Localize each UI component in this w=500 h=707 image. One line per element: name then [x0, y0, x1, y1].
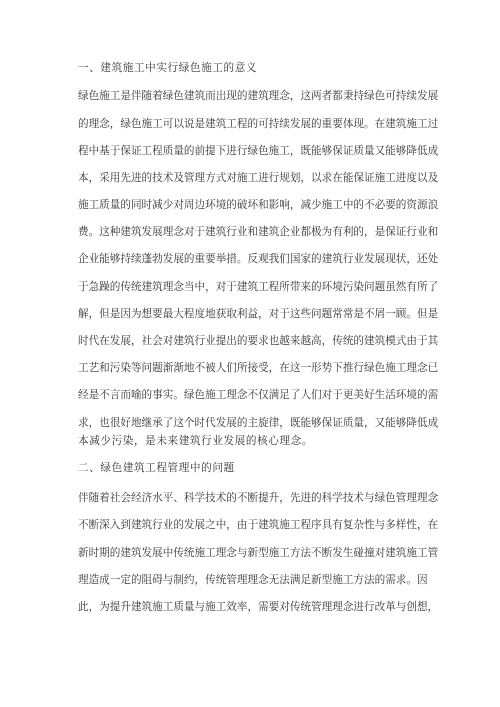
paragraph-line: 施工质量的同时减少对周边环境的破坏和影响，减少施工中的不必要的资源浪	[78, 199, 439, 211]
paragraph-line: 绿色施工是伴随着绿色建筑而出现的建筑理念，这两者都秉持绿色可持续发展	[78, 90, 439, 102]
paragraph-line: 此，为提升建筑施工质量与施工效率，需要对传统管理理念进行改革与创想，	[78, 601, 439, 613]
paragraph-line: 新时期的建筑发展中传统施工理念与新型施工方法不断发生碰撞对建筑施工管	[78, 547, 439, 559]
paragraph-line: 本，采用先进的技术及管理方式对施工进行规划，以求在能保证施工进度以及	[78, 172, 439, 184]
section-heading: 一、建筑施工中实行绿色施工的意义	[78, 62, 258, 74]
paragraph-line: 本减少污染，是未来建筑行业发展的核心理念。	[78, 435, 314, 447]
paragraph-line: 不断深入到建筑行业的发展之中，由于建筑施工程序具有复杂性与多样性，在	[78, 519, 439, 531]
paragraph-line: 经是不言而喻的事实。绿色施工理念不仅满足了人们对于更美好生活环境的需	[78, 389, 439, 401]
paragraph-line: 企业能够持续蓬勃发展的重要举措。反观我们国家的建筑行业发展现状，还处	[78, 253, 439, 265]
paragraph-line: 伴随着社会经济水平、科学技术的不断提升，先进的科学技术与绿色管理理念	[78, 492, 439, 504]
paragraph-line: 理造成一定的阻碍与制约，传统管理理念无法满足新型施工方法的需求。因	[78, 574, 428, 586]
paragraph-line: 费。这种建筑发展理念对于建筑行业和建筑企业都极为有利的，是保证行业和	[78, 226, 439, 238]
paragraph-line: 求，也很好地继承了这个时代发展的主旋律，既能够保证质量，又能够降低成	[78, 417, 439, 429]
paragraph-line: 解，但是因为想要最大程度地获取利益，对于这些问题常常是不屑一顾。但是	[78, 308, 439, 320]
paragraph-line: 时代在发展，社会对建筑行业提出的要求也越来越高，传统的建筑模式由于其	[78, 335, 439, 347]
paragraph-line: 工艺和污染等问题渐渐地不被人们所接受，在这一形势下推行绿色施工理念已	[78, 362, 439, 374]
paragraph-line: 的理念，绿色施工可以说是建筑工程的可持续发展的重要体现。在建筑施工过	[78, 118, 439, 130]
paragraph-line: 于急躁的传统建筑理念当中，对于建筑工程所带来的环境污染问题虽然有所了	[78, 281, 439, 293]
paragraph-line: 程中基于保证工程质量的前提下进行绿色施工，既能够保证质量又能够降低成	[78, 145, 439, 157]
section-heading: 二、绿色建筑工程管理中的问题	[78, 462, 235, 474]
